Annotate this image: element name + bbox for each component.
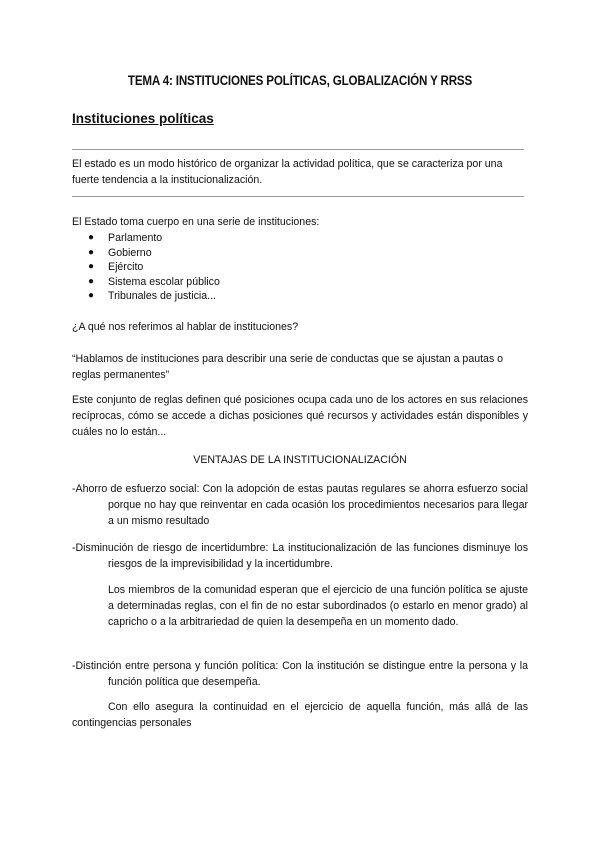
advantage-item: -Distinción entre persona y función política: Con la institución se distingue entre la persona y la función política que desempeña. [72,660,528,688]
institutions-list [88,231,220,304]
bullet-icon: ● [88,232,95,243]
advantage-item: -Ahorro de esfuerzo social: Con la adopción de estas pautas regulares se ahorra esfuerzo social porque no hay que reinventar en cada ocasión los procedimientos necesarios para llegar a un mismo resultado [72,483,528,527]
question-paragraph: ¿A qué nos referimos al hablar de instituciones? [72,321,299,333]
list-item: ● Ejército [88,261,144,274]
intro-paragraph: El Estado toma cuerpo en una serie de instituciones: [72,216,320,228]
advantage-item: -Disminución de riesgo de incertidumbre: La institucionalización de las funciones disminuye los riesgos de la imprevisibilidad y la incertidumbre. [72,542,528,570]
bullet-icon: ● [88,261,95,273]
bullet-icon: ● [88,275,95,287]
bullet-icon: ● [88,246,95,258]
document-title: TEMA 4: INSTITUCIONES POLÍTICAS, GLOBALIZACIÓN Y RRSS [127,73,473,88]
top-divider [72,149,524,150]
quote-paragraph: “Hablamos de instituciones para describir una serie de conductas que se ajustan a pautas o reglas permanentes” [72,353,504,381]
advantage-detail: Con ello asegura la continuidad en el ejercicio de aquella función, más allá de las contingencias personales [72,701,528,729]
list-item: ● Parlamento [88,232,163,244]
advantages-heading: VENTAJAS DE LA INSTITUCIONALIZACIÓN [193,454,407,466]
bottom-divider [72,196,524,197]
section-heading: Instituciones políticas [72,111,214,126]
definition-paragraph: El estado es un modo histórico de organizar la actividad política, que se caracteriza por una fuerte tendencia a la institucionalización. [72,158,503,186]
list-item: ● Tribunales de justicia... [88,290,216,303]
advantage-detail: Los miembros de la comunidad esperan que el ejercicio de una función política se ajuste a determinadas reglas, con el fin de no estar subordinados (o estarlo en menor grado) al capricho o a la arbitrariedad de quien la desempeña en un momento dado. [108,584,528,628]
list-item: ● Sistema escolar público [88,275,220,288]
rules-paragraph: Este conjunto de reglas definen qué posiciones ocupa cada uno de los actores en sus relaciones recíprocas, cómo se accede a dichas posiciones qué recursos y actividades están disponibles y cuáles no lo están... [72,394,528,438]
list-item: ● Gobierno [88,246,152,259]
bullet-icon: ● [88,290,95,302]
